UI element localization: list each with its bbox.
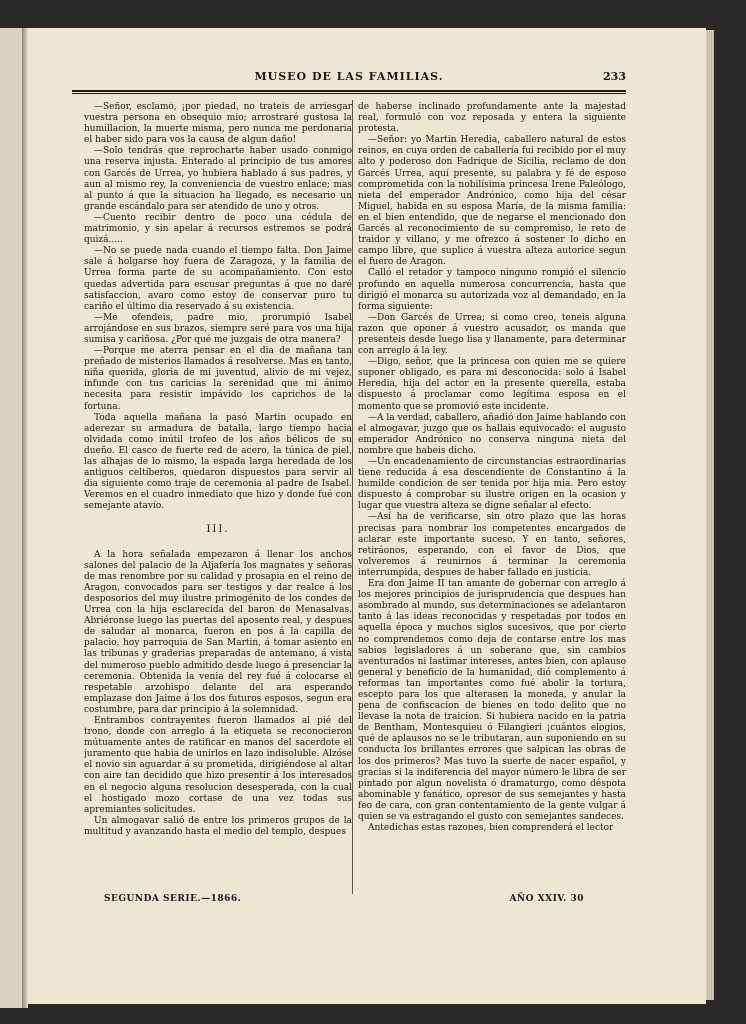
header-rule [72,90,626,94]
column-divider [352,100,353,894]
paragraph: —Así ha de verificarse, sin otro plazo que las horas precisas para nombrar los competentes encargados de aclarar este importante suceso. Y en tanto, señores, retiráonos, esperando, con el favor de Dios, que volveremos á reunirnos á terminar la ceremonia interrumpida, despues de haber fallado en justicia. [358,512,626,578]
paragraph: Un almogavar salió de entre los primeros grupos de la multitud y avanzando hasta el medio del templo, despues [84,815,352,837]
paragraph: —Solo tendrás que reprocharte haber usado conmigo una reserva injusta. Enterado al principio de tus amores con Garcés de Urrea, yo hubiera hablado á sus padres, y aun al mismo rey, la conveniencia de vuestro enlace; mas al punto á que la situacion ha llegado, es necesario un grande escándalo para ser atendido de uno y otros. [84,146,352,212]
paragraph: —Digo, señor, que la princesa con quien me se quiere suponer obligado, es para mi desconocida: solo á Isabel Heredia, hija del actor en la presente querella, estaba dispuesto á proclamar como legítima esposa en el momento que se promovió este incidente. [358,357,626,412]
paragraph: —A la verdad, caballero, añadió don Jaime hablando con el almogavar, juzgo que os hallais equivocado: el augusto emperador Andrónico no conserva ninguna nieta del nombre que habeis dicho. [358,412,626,456]
page-stack-edge [706,30,714,1000]
section-heading: III. [206,524,230,536]
paragraph: —Señor, esclamó, ¡por piedad, no trateis de arriesgar vuestra persona en obsequio mio; arrostraré gustosa la humillacion, la muerte misma, pero nunca me perdonaria el haber sido para vos la causa de algun daño! [84,102,352,146]
paragraph: de haberse inclinado profundamente ante la majestad real, formuló con voz reposada y entera la siguiente protesta. [358,102,626,135]
paragraph: —Cuento recibir dentro de poco una cédula de matrimonio, y sin apelar á recursos estremos se podrá quizá..... [84,212,352,246]
paragraph: —Don Garcés de Urrea; si como creo, teneis alguna razon que oponer á vuestro acusador, os manda que presenteis desde luego lisa y llanamente, para determinar con arreglo á la ley. [358,312,626,357]
paragraph: —No se puede nada cuando el tiempo falta. Don Jaime sale á holgarse hoy fuera de Zaragoza, y la familia de Urrea forma parte de su acompañamiento. Con esto quedas advertida para escusar preguntas á que no daré satisfaccion, avaro como estoy de conservar puro tu cariño el último dia reservado á su existencia. [84,246,352,312]
paragraph: —Porque me aterra pensar en el dia de mañana tan preñado de misterios llamados á resolverse. Mas en tanto, niña querida, gloria de mi juventud, alivio de mi vejez, infunde con tus caricias la serenidad que mi ánimo necesita para resistir impávido los caprichos de la fortuna. [84,346,352,412]
journal-title: MUSEO DE LAS FAMILIAS. [254,70,444,83]
page-number: 233 [603,70,626,83]
facing-page-edge [0,28,24,1008]
year-volume-label: AÑO XXIV. 30 [509,894,584,904]
paragraph: Entrambos contrayentes fueron llamados al pié del trono, donde con arreglo á la etiqueta se reconocieron mútuamente antes de ratificar en manos del sacerdote el juramento que habia de unirlos en lazo indisoluble. Alzóse el novio sin aguardar á su prometida, dirigiéndose al altar con aire tan decidido que hizo presentir á los interesados en el negocio alguna resolucion desesperada, con la cual el hostigado mozo cortase de una vez todas sus apremiantes solicitudes. [84,715,352,815]
paragraph: Antedichas estas razones, bien comprenderá el lector [368,823,614,834]
series-label: SEGUNDA SERIE.—1866. [104,894,242,904]
paragraph: Era don Jaime II tan amante de gobernar con arreglo á los mejores principios de jurisprudencia que despues han asombrado al mundo, sus determinaciones se adelantaron tanto á las ideas reconocidas y respetadas por todos en aquella época y muchos siglos sucesivos, que por cierto no comprendemos como deja de contarse entre los mas sabios legisladores á un soberano que, sin cambios aventurados ni lastimar intereses, antes bien, con aplauso general y beneficio de la humanidad, dió complemento á reformas tan importantes como fué abolir la tortura, escepto para los que alterasen la moneda, y anular la pena de confiscacion de bienes en todo delito que no llevase la nota de traicion. Si hubiera nacido en la patria de Bentham, Montesquieu ó Filangieri ¡cuántos elogios, qué de aplausos no se le tributaran, aun suponiendo en su conducta los brillantes errores que salpican las obras de los dos primeros? Mas tuvo la suerte de nacer español, y gracias si la indiferencia del mayor número le libra de ser pintado por algun novelista ó dramaturgo, como déspota abominable y fanático, opresor de sus semejantes y hasta feo de cara, con gran contentamiento de la gente vulgar á quien se va estragando el gusto con semejantes sandeces. [358,579,626,822]
right-column [358,102,626,892]
paragraph: Calló el retador y tampoco ninguno rompió el silencio profundo en aquella numerosa concurrencia, hasta que dirigió el monarca su autorizada voz al demandado, en la forma siguiente: [358,268,626,312]
paragraph: —Señor: yo Martin Heredia, caballero natural de estos reinos, en cuya orden de caballería fui recibido por el muy alto y poderoso don Fadrique de Sicilia, reclamo de don Garcés Urrea, aquí presente, su palabra y fé de esposo comprometida con la nobilísima princesa Irene Paleólogo, nieta del emperador Andrónico, como hija del césar Miguel, habida en su esposa María, de la misma familia: en el bien entendido, que de negarse el mencionado don Garcés al reconocimiento de su compromiso, le reto de traidor y villano, y me ofrezco á sostener lo dicho en campo libre, que suplico á vuestra alteza autorice segun el fuero de Aragon. [358,135,626,268]
paragraph: —Me ofendeis, padre mio, prorumpió Isabel arrojándose en sus brazos, siempre seré para vos una hija sumisa y cariñosa. ¿Por qué me juzgais de otra manera? [84,312,352,345]
paragraph: A la hora señalada empezaron á llenar los anchos salones del palacio de la Aljafería los magnates y señoras de mas renombre por su calidad y prosapia en el reino de Aragon, convocados para ser testigos y dar realce á los desposorios del muy ilustre primogénito de los condes de Urrea con la hija esclarecida del baron de Menasalvas. Abriéronse luego las puertas del aposento real, y despues de saludar al monarca, fueron en pos á la capilla de palacio, hoy parroquia de San Martin, á tomar asiento en las tribunas y graderias preparadas de antemano, á vista del numeroso pueblo admitido desde luego á presenciar la ceremonia. Obtenida la venia del rey fué á colocarse el respetable arzobispo delante del ara esperando emplazase don Jaime á los dos futuros esposos, segun era costumbre, para dar principio á la solemnidad. [84,549,352,715]
page-footer [84,894,626,908]
left-column [84,102,352,892]
running-header [72,70,626,90]
paragraph: —Un encadenamiento de circunstancias estraordinarias tiene reducida á esa descendiente de Constantino á la humilde condicion de ser tenida por hija mia. Pero estoy dispuesto á comprobar su ilustre origen en la ocasion y lugar que vuestra alteza se digne señalar al efecto. [358,457,626,512]
paragraph: Toda aquella mañana la pasó Martin ocupado en aderezar su armadura de batalla, largo tiempo hacia olvidada como inútil trofeo de los años bélicos de su dueño. El casco de fuerte red de acero, la túnica de piel, las alhajas de lo mismo, la espada larga heredada de los antiguos celtíberos, quedaron dispuestos para servir al dia siguiente como traje de ceremonia al padre de Isabel. Veremos en el cuadro inmediato que hizo y donde fué con semejante atavío. [84,412,352,512]
